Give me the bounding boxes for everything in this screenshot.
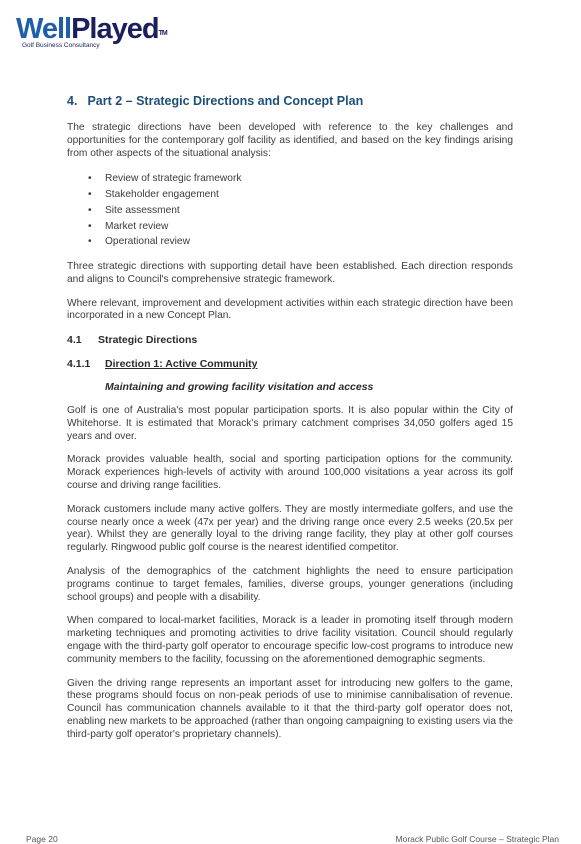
subsection-number: 4.1 [67, 334, 82, 347]
concept-plan-paragraph: Where relevant, improvement and development activities within each strategic direction have been incorporated in a new Concept Plan. [67, 297, 513, 322]
subsection-title: Strategic Directions [98, 334, 198, 347]
direction-number: 4.1.1 [67, 358, 91, 371]
list-item: • Review of strategic framework [67, 171, 513, 187]
logo-trademark: TM [158, 30, 167, 37]
logo-word-played: Played [71, 13, 159, 45]
logo-wordmark [16, 14, 166, 44]
direction-heading [67, 358, 513, 370]
document-title: Morack Public Golf Course – Strategic Plan [395, 834, 559, 844]
directions-paragraph: Three strategic directions with supporting detail have been established. Each direction responds and aligns to Council's comprehensive strategic framework. [67, 260, 513, 285]
page-number: Page 20 [26, 834, 58, 844]
body-paragraph: Given the driving range represents an important asset for introducing new golfers to the game, these programs should focus on non-peak periods of use to minimise cannibalisation of revenue. Council has communication channels available to it that the third-party golf operator does not, enabling new markets to be approached (rather than ongoing campaigning to existing users via the third-party golf operator's proprietary channels). [67, 677, 513, 740]
wellplayed-logo [16, 14, 166, 54]
page-content [67, 94, 513, 753]
subsection-heading [67, 334, 513, 346]
body-paragraph: Analysis of the demographics of the catchment highlights the need to ensure participation programs continue to target females, families, diverse groups, younger generations (including school groups) and people with a disability. [67, 566, 513, 603]
intro-paragraph: The strategic directions have been developed with reference to the key challenges and opportunities for the contemporary golf facility as identified, and based on the key findings arising from other aspects of the situational analysis: [67, 122, 513, 159]
body-paragraph: Morack provides valuable health, social and sporting participation options for the community. Morack experiences high-levels of activity with around 100,000 visitations a year across its golf course and driving range facilities. [67, 454, 513, 492]
page-footer [0, 834, 581, 844]
list-item: • Site assessment [67, 203, 513, 219]
list-item: • Stakeholder engagement [67, 187, 513, 203]
section-heading [67, 94, 513, 108]
direction-subheading: Maintaining and growing facility visitation and access [105, 381, 374, 394]
list-item: • Operational review [67, 234, 513, 250]
direction-title: Direction 1: Active Community [105, 358, 258, 371]
body-paragraph: Golf is one of Australia's most popular participation sports. It is also popular within the City of Whitehorse. It is estimated that Morack's primary catchment comprises 34,050 golfers aged 15 years and over. [67, 405, 513, 442]
section-number: 4. [67, 94, 78, 108]
section-title: Part 2 – Strategic Directions and Concept Plan [87, 94, 364, 108]
body-paragraph: Morack customers include many active golfers. They are mostly intermediate golfers, and use the course nearly once a week (47x per year) and the driving range once every 2.5 weeks (20.5x per year). Whilst they are generally loyal to the driving range facility, they play at other golf courses regularly. Ringwood public golf course is the nearest identified competitor. [67, 503, 513, 554]
logo-tagline: Golf Business Consultancy [22, 42, 100, 49]
logo-word-well: Well [16, 13, 72, 45]
list-item: • Market review [67, 219, 513, 235]
findings-list [67, 171, 513, 250]
body-paragraph: When compared to local-market facilities, Morack is a leader in promoting itself through modern marketing techniques and promoting activities to drive facility visitation. Council should regularly engage with the third-party golf operator to encourage specific low-cost programs to introduce new community members to the facility, focussing on the aforementioned demographic segments. [67, 615, 513, 665]
